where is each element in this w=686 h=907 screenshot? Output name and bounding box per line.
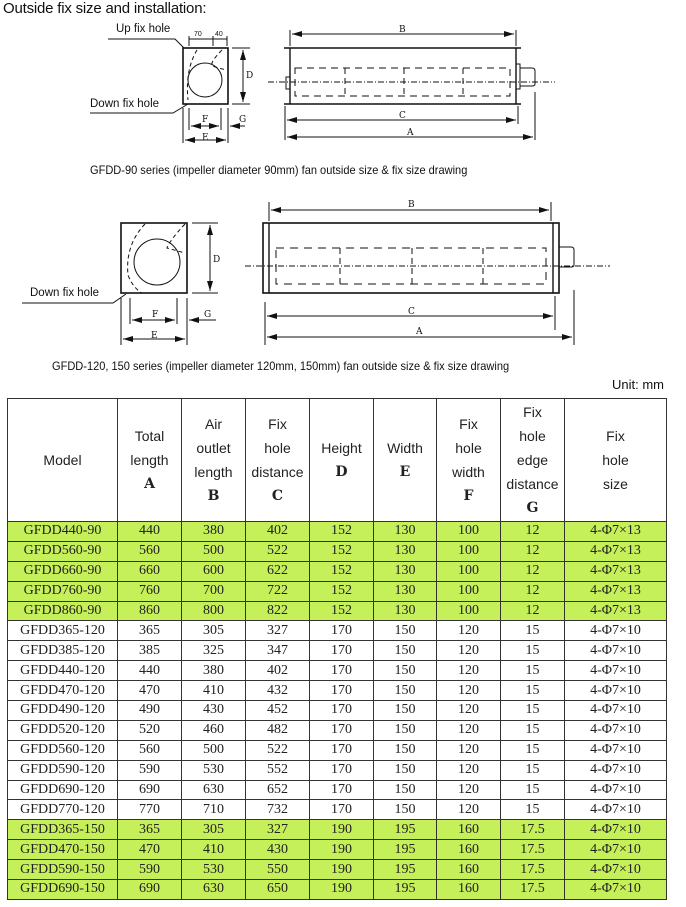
value-cell: 100 — [437, 522, 501, 542]
value-cell: 500 — [182, 740, 246, 760]
page-title: Outside fix size and installation: — [3, 0, 207, 17]
value-cell: 385 — [118, 641, 182, 661]
value-cell: 15 — [501, 760, 565, 780]
column-header-text: size — [603, 476, 628, 492]
column-header-text: Fix — [268, 416, 287, 432]
down-fix-hole-label: Down fix hole — [30, 287, 100, 299]
value-cell: 4-Φ7×10 — [565, 820, 667, 840]
value-cell: 15 — [501, 720, 565, 740]
value-cell: 170 — [310, 681, 374, 701]
value-cell: 590 — [118, 760, 182, 780]
model-cell: GFDD490-120 — [8, 701, 118, 721]
value-cell: 347 — [246, 641, 310, 661]
value-cell: 17.5 — [501, 860, 565, 880]
table-row — [8, 522, 667, 542]
column-header-text: Fix — [523, 404, 542, 420]
value-cell: 120 — [437, 661, 501, 681]
value-cell: 4-Φ7×13 — [565, 541, 667, 561]
model-cell: GFDD560-90 — [8, 541, 118, 561]
value-cell: 15 — [501, 641, 565, 661]
value-cell: 325 — [182, 641, 246, 661]
dim-f: F — [152, 310, 159, 320]
value-cell: 170 — [310, 621, 374, 641]
dim-e: E — [151, 331, 158, 341]
value-cell: 120 — [437, 780, 501, 800]
value-cell: 365 — [118, 820, 182, 840]
model-cell: GFDD860-90 — [8, 601, 118, 621]
column-header — [118, 399, 182, 522]
value-cell: 380 — [182, 522, 246, 542]
value-cell: 100 — [437, 561, 501, 581]
column-header-text: length — [130, 452, 169, 468]
column-header-text: Model — [43, 452, 82, 468]
value-cell: 432 — [246, 681, 310, 701]
column-header — [374, 399, 437, 522]
model-cell: GFDD520-120 — [8, 720, 118, 740]
column-header — [310, 399, 374, 522]
column-header-text: hole — [264, 440, 291, 456]
value-cell: 4-Φ7×13 — [565, 522, 667, 542]
table-row — [8, 800, 667, 820]
value-cell: 150 — [374, 641, 437, 661]
model-cell: GFDD590-120 — [8, 760, 118, 780]
dim-d: D — [246, 71, 254, 81]
table-row — [8, 701, 667, 721]
value-cell: 522 — [246, 541, 310, 561]
value-cell: 15 — [501, 740, 565, 760]
value-cell: 150 — [374, 621, 437, 641]
value-cell: 860 — [118, 601, 182, 621]
column-header-letter: E — [399, 464, 411, 480]
value-cell: 120 — [437, 760, 501, 780]
column-header — [565, 399, 667, 522]
value-cell: 722 — [246, 581, 310, 601]
value-cell: 150 — [374, 720, 437, 740]
value-cell: 130 — [374, 541, 437, 561]
value-cell: 15 — [501, 780, 565, 800]
value-cell: 530 — [182, 860, 246, 880]
value-cell: 452 — [246, 701, 310, 721]
value-cell: 160 — [437, 820, 501, 840]
drawing2-side-view — [245, 202, 610, 345]
value-cell: 12 — [501, 581, 565, 601]
value-cell: 440 — [118, 522, 182, 542]
value-cell: 490 — [118, 701, 182, 721]
value-cell: 402 — [246, 661, 310, 681]
value-cell: 100 — [437, 581, 501, 601]
column-header-letter: D — [335, 464, 348, 480]
value-cell: 195 — [374, 820, 437, 840]
value-cell: 4-Φ7×10 — [565, 621, 667, 641]
value-cell: 470 — [118, 840, 182, 860]
value-cell: 327 — [246, 621, 310, 641]
value-cell: 12 — [501, 561, 565, 581]
table-row — [8, 581, 667, 601]
value-cell: 530 — [182, 760, 246, 780]
value-cell: 120 — [437, 740, 501, 760]
table-row — [8, 860, 667, 880]
value-cell: 652 — [246, 780, 310, 800]
value-cell: 770 — [118, 800, 182, 820]
table-row — [8, 681, 667, 701]
value-cell: 4-Φ7×10 — [565, 800, 667, 820]
value-cell: 4-Φ7×10 — [565, 840, 667, 860]
model-cell: GFDD440-120 — [8, 661, 118, 681]
drawing2-end-view — [22, 223, 221, 345]
value-cell: 12 — [501, 601, 565, 621]
value-cell: 305 — [182, 621, 246, 641]
value-cell: 195 — [374, 860, 437, 880]
value-cell: 410 — [182, 681, 246, 701]
value-cell: 732 — [246, 800, 310, 820]
column-header-text: Fix — [459, 416, 478, 432]
value-cell: 4-Φ7×10 — [565, 860, 667, 880]
dim-b: B — [408, 200, 415, 210]
table-header-row — [8, 399, 667, 522]
value-cell: 190 — [310, 880, 374, 900]
value-cell: 690 — [118, 880, 182, 900]
dim-70: 70 — [194, 31, 202, 38]
unit-label: Unit: mm — [612, 377, 664, 392]
value-cell: 760 — [118, 581, 182, 601]
value-cell: 150 — [374, 681, 437, 701]
column-header — [501, 399, 565, 522]
value-cell: 590 — [118, 860, 182, 880]
value-cell: 120 — [437, 800, 501, 820]
value-cell: 560 — [118, 541, 182, 561]
value-cell: 170 — [310, 720, 374, 740]
value-cell: 15 — [501, 661, 565, 681]
value-cell: 622 — [246, 561, 310, 581]
value-cell: 690 — [118, 780, 182, 800]
value-cell: 190 — [310, 860, 374, 880]
value-cell: 120 — [437, 641, 501, 661]
column-header-text: width — [452, 464, 485, 480]
column-header-text: hole — [455, 440, 482, 456]
value-cell: 160 — [437, 880, 501, 900]
value-cell: 150 — [374, 740, 437, 760]
model-cell: GFDD660-90 — [8, 561, 118, 581]
value-cell: 327 — [246, 820, 310, 840]
value-cell: 170 — [310, 740, 374, 760]
column-header-letter: B — [207, 488, 220, 504]
value-cell: 430 — [246, 840, 310, 860]
value-cell: 365 — [118, 621, 182, 641]
dim-e: E — [202, 133, 209, 143]
drawing1-caption: GFDD-90 series (impeller diameter 90mm) fan outside size & fix size drawing — [90, 163, 468, 177]
column-header-text: distance — [506, 476, 559, 492]
value-cell: 15 — [501, 621, 565, 641]
value-cell: 17.5 — [501, 840, 565, 860]
column-header-text: Height — [321, 440, 362, 456]
column-header — [182, 399, 246, 522]
dim-g: G — [239, 115, 247, 125]
value-cell: 170 — [310, 780, 374, 800]
column-header-letter: F — [463, 488, 474, 504]
value-cell: 4-Φ7×10 — [565, 780, 667, 800]
value-cell: 152 — [310, 522, 374, 542]
model-cell: GFDD690-120 — [8, 780, 118, 800]
value-cell: 190 — [310, 820, 374, 840]
value-cell: 12 — [501, 541, 565, 561]
value-cell: 460 — [182, 720, 246, 740]
value-cell: 4-Φ7×10 — [565, 701, 667, 721]
value-cell: 130 — [374, 522, 437, 542]
value-cell: 660 — [118, 561, 182, 581]
value-cell: 410 — [182, 840, 246, 860]
drawing2-caption: GFDD-120, 150 series (impeller diameter 120mm, 150mm) fan outside size & fix size drawing — [52, 359, 510, 373]
value-cell: 522 — [246, 740, 310, 760]
value-cell: 630 — [182, 780, 246, 800]
column-header-letter: G — [526, 500, 539, 516]
column-header-text: hole — [602, 452, 629, 468]
column-header-text: edge — [516, 452, 549, 468]
value-cell: 470 — [118, 681, 182, 701]
value-cell: 800 — [182, 601, 246, 621]
column-header-text: distance — [251, 464, 304, 480]
value-cell: 195 — [374, 840, 437, 860]
technical-drawings — [0, 0, 686, 380]
value-cell: 552 — [246, 760, 310, 780]
column-header-text: Fix — [606, 428, 625, 444]
column-header — [8, 399, 118, 522]
value-cell: 12 — [501, 522, 565, 542]
value-cell: 170 — [310, 641, 374, 661]
value-cell: 120 — [437, 720, 501, 740]
dim-f: F — [202, 115, 209, 125]
value-cell: 150 — [374, 780, 437, 800]
drawing1-side-view — [268, 30, 555, 140]
value-cell: 170 — [310, 701, 374, 721]
value-cell: 170 — [310, 760, 374, 780]
model-cell: GFDD590-150 — [8, 860, 118, 880]
table-row — [8, 541, 667, 561]
value-cell: 152 — [310, 581, 374, 601]
value-cell: 100 — [437, 541, 501, 561]
model-cell: GFDD470-150 — [8, 840, 118, 860]
table-row — [8, 740, 667, 760]
table-row — [8, 780, 667, 800]
value-cell: 150 — [374, 701, 437, 721]
value-cell: 17.5 — [501, 880, 565, 900]
column-header-text: outlet — [196, 440, 231, 456]
value-cell: 120 — [437, 681, 501, 701]
column-header-text: Air — [204, 416, 223, 432]
dim-a: A — [416, 327, 423, 337]
table-row — [8, 601, 667, 621]
value-cell: 4-Φ7×10 — [565, 681, 667, 701]
value-cell: 130 — [374, 561, 437, 581]
column-header — [246, 399, 310, 522]
table-row — [8, 641, 667, 661]
value-cell: 152 — [310, 601, 374, 621]
value-cell: 550 — [246, 860, 310, 880]
table-row — [8, 661, 667, 681]
value-cell: 520 — [118, 720, 182, 740]
column-header-letter: A — [144, 476, 155, 492]
value-cell: 190 — [310, 840, 374, 860]
value-cell: 4-Φ7×13 — [565, 601, 667, 621]
table-row — [8, 880, 667, 900]
model-cell: GFDD385-120 — [8, 641, 118, 661]
value-cell: 150 — [374, 661, 437, 681]
value-cell: 130 — [374, 581, 437, 601]
value-cell: 600 — [182, 561, 246, 581]
value-cell: 500 — [182, 541, 246, 561]
value-cell: 150 — [374, 800, 437, 820]
value-cell: 4-Φ7×10 — [565, 641, 667, 661]
column-header-letter: C — [271, 488, 284, 504]
value-cell: 822 — [246, 601, 310, 621]
model-cell: GFDD440-90 — [8, 522, 118, 542]
table-row — [8, 760, 667, 780]
value-cell: 150 — [374, 760, 437, 780]
value-cell: 120 — [437, 701, 501, 721]
value-cell: 710 — [182, 800, 246, 820]
dim-40: 40 — [215, 31, 223, 38]
table-row — [8, 720, 667, 740]
column-header — [437, 399, 501, 522]
model-cell: GFDD560-120 — [8, 740, 118, 760]
value-cell: 560 — [118, 740, 182, 760]
value-cell: 482 — [246, 720, 310, 740]
spec-table — [7, 398, 667, 900]
model-cell: GFDD470-120 — [8, 681, 118, 701]
value-cell: 160 — [437, 840, 501, 860]
column-header-text: Width — [387, 440, 423, 456]
dim-c: C — [399, 111, 406, 121]
table-row — [8, 820, 667, 840]
table-row — [8, 840, 667, 860]
column-header-text: length — [194, 464, 233, 480]
dim-d: D — [213, 255, 221, 265]
value-cell: 4-Φ7×10 — [565, 880, 667, 900]
value-cell: 15 — [501, 681, 565, 701]
column-header-text: hole — [519, 428, 546, 444]
value-cell: 170 — [310, 800, 374, 820]
value-cell: 380 — [182, 661, 246, 681]
model-cell: GFDD365-150 — [8, 820, 118, 840]
model-cell: GFDD365-120 — [8, 621, 118, 641]
table-row — [8, 561, 667, 581]
value-cell: 160 — [437, 860, 501, 880]
down-fix-hole-label: Down fix hole — [90, 98, 160, 110]
value-cell: 305 — [182, 820, 246, 840]
value-cell: 430 — [182, 701, 246, 721]
value-cell: 440 — [118, 661, 182, 681]
value-cell: 700 — [182, 581, 246, 601]
value-cell: 130 — [374, 601, 437, 621]
value-cell: 4-Φ7×10 — [565, 720, 667, 740]
model-cell: GFDD760-90 — [8, 581, 118, 601]
column-header-text: Total — [134, 428, 165, 444]
up-fix-hole-label: Up fix hole — [116, 23, 171, 35]
dim-c: C — [408, 307, 415, 317]
value-cell: 650 — [246, 880, 310, 900]
value-cell: 15 — [501, 800, 565, 820]
value-cell: 152 — [310, 541, 374, 561]
value-cell: 4-Φ7×10 — [565, 760, 667, 780]
table-row — [8, 621, 667, 641]
value-cell: 4-Φ7×10 — [565, 661, 667, 681]
value-cell: 402 — [246, 522, 310, 542]
value-cell: 15 — [501, 701, 565, 721]
value-cell: 120 — [437, 621, 501, 641]
drawing1-end-view — [90, 36, 250, 143]
value-cell: 152 — [310, 561, 374, 581]
value-cell: 4-Φ7×13 — [565, 581, 667, 601]
value-cell: 195 — [374, 880, 437, 900]
value-cell: 170 — [310, 661, 374, 681]
dim-g: G — [204, 310, 212, 320]
value-cell: 100 — [437, 601, 501, 621]
value-cell: 630 — [182, 880, 246, 900]
model-cell: GFDD690-150 — [8, 880, 118, 900]
value-cell: 17.5 — [501, 820, 565, 840]
model-cell: GFDD770-120 — [8, 800, 118, 820]
value-cell: 4-Φ7×13 — [565, 561, 667, 581]
dim-a: A — [407, 128, 414, 138]
dim-b: B — [399, 25, 406, 35]
value-cell: 4-Φ7×10 — [565, 740, 667, 760]
